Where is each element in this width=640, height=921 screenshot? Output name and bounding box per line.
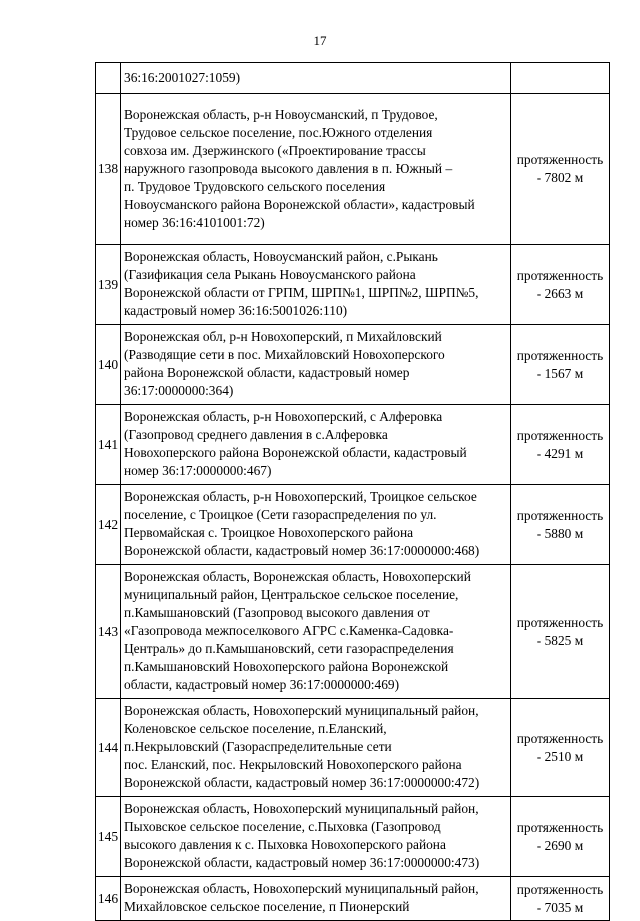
registry-table — [95, 62, 610, 921]
description-line: поселение, с Троицкое (Сети газораспределения по ул. — [124, 507, 437, 522]
row-number: 138 — [96, 94, 121, 245]
object-length — [511, 485, 610, 565]
description-line: Воронежская область, Новохоперский муниципальный район, — [124, 801, 479, 816]
length-value: - 2690 м — [536, 837, 584, 853]
description-line: Воронежская область, р-н Новохоперский, с Алферовка — [124, 409, 443, 424]
object-length — [511, 877, 610, 921]
length-value: - 7802 м — [536, 170, 584, 185]
description-line: (Газопровод среднего давления в с.Алферовка — [124, 427, 388, 442]
description-line: муниципальный район, Центральское сельское поселение, — [124, 587, 459, 602]
row-number: 142 — [96, 485, 121, 565]
length-value: - 2663 м — [536, 285, 584, 301]
description-line: Михайловское сельское поселение, п Пионерский — [124, 899, 410, 914]
description-line: района Воронежской области, кадастровый номер — [124, 365, 410, 380]
description-line: Воронежской области от ГРПМ, ШРП№1, ШРП№2, ШРП№5, — [124, 285, 479, 300]
description-line: Централь» до п.Камышановский, сети газораспределения — [124, 641, 454, 656]
object-length — [511, 699, 610, 797]
object-length — [511, 245, 610, 325]
row-number: 143 — [96, 565, 121, 699]
description-line: Воронежская обл, р-н Новохоперский, п Михайловский — [124, 329, 442, 344]
row-number: 140 — [96, 325, 121, 405]
description-line: Воронежская область, Новоусманский район, с.Рыкань — [124, 249, 438, 264]
table-row — [96, 94, 610, 245]
length-value: - 7035 м — [536, 899, 584, 915]
description-line: п.Камышановский Новохоперского района Воронежской — [124, 659, 449, 674]
description-line: Воронежская область, р-н Новоусманский, п Трудовое, — [124, 106, 438, 122]
description-line: кадастровый номер 36:16:5001026:110) — [124, 303, 348, 318]
registry-table-body — [96, 63, 610, 921]
table-row — [96, 877, 610, 921]
description-line: (Разводящие сети в пос. Михайловский Новохоперского — [124, 347, 445, 362]
object-description — [121, 63, 511, 94]
row-number — [96, 63, 121, 94]
length-label: протяженность — [516, 267, 604, 283]
length-value: - 5880 м — [536, 525, 584, 541]
object-description — [121, 325, 511, 405]
object-description — [121, 94, 511, 245]
length-value: - 5825 м — [536, 632, 584, 648]
description-line: наружного газопровода высокого давления в п. Южный – — [124, 160, 453, 176]
length-label: протяженность — [516, 427, 604, 443]
length-value: - 1567 м — [536, 365, 584, 381]
description-line: п. Трудовое Трудовского сельского поселения — [124, 178, 386, 194]
description-line: высокого давления к с. Пыховка Новохоперского района — [124, 837, 446, 852]
description-line: (Газификация села Рыкань Новоусманского района — [124, 267, 416, 282]
row-number: 146 — [96, 877, 121, 921]
description-line: 36:16:2001027:1059) — [124, 69, 241, 85]
object-description — [121, 485, 511, 565]
description-line: п.Камышановский (Газопровод высокого давления от — [124, 605, 430, 620]
description-line: Новохоперского района Воронежской области, кадастровый — [124, 445, 467, 460]
description-line: Пыховское сельское поселение, с.Пыховка (Газопровод — [124, 819, 441, 834]
table-row — [96, 63, 610, 94]
object-length — [511, 797, 610, 877]
object-length — [511, 63, 610, 94]
row-number: 145 — [96, 797, 121, 877]
description-line: Воронежской области, кадастровый номер 36:17:0000000:472) — [124, 775, 480, 790]
object-length — [511, 325, 610, 405]
table-row — [96, 699, 610, 797]
object-length — [511, 94, 610, 245]
length-label: протяженность — [516, 507, 604, 523]
length-label: протяженность — [516, 152, 604, 167]
object-description — [121, 565, 511, 699]
description-line: совхоза им. Дзержинского («Проектирование трассы — [124, 142, 426, 158]
object-description — [121, 797, 511, 877]
description-line: п.Некрыловский (Газораспределительные сети — [124, 739, 392, 754]
row-number: 139 — [96, 245, 121, 325]
length-label: протяженность — [516, 881, 604, 897]
table-row — [96, 405, 610, 485]
length-label: протяженность — [516, 614, 604, 630]
description-line: Первомайская с. Троицкое Новохоперского района — [124, 525, 414, 540]
description-line: Новоусманского района Воронежской области», кадастровый — [124, 196, 475, 212]
description-line: 36:17:0000000:364) — [124, 383, 234, 398]
description-line: номер 36:16:4101001:72) — [124, 214, 265, 230]
length-value: - 2510 м — [536, 748, 584, 764]
description-line: области, кадастровый номер 36:17:0000000:469) — [124, 677, 400, 692]
description-line: Коленовское сельское поселение, п.Еланский, — [124, 721, 387, 736]
object-length — [511, 405, 610, 485]
description-line: Воронежской области, кадастровый номер 36:17:0000000:473) — [124, 855, 480, 870]
description-line: Воронежская область, Воронежская область, Новохоперский — [124, 569, 471, 584]
length-label: протяженность — [516, 819, 604, 835]
description-line: Воронежская область, Новохоперский муниципальный район, — [124, 881, 479, 896]
description-line: пос. Еланский, пос. Некрыловский Новохоперского района — [124, 757, 462, 772]
object-description — [121, 405, 511, 485]
description-line: Воронежская область, р-н Новохоперский, Троицкое сельское — [124, 489, 477, 504]
object-length — [511, 565, 610, 699]
object-description — [121, 877, 511, 921]
table-row — [96, 797, 610, 877]
length-label: протяженность — [516, 347, 604, 363]
row-number: 144 — [96, 699, 121, 797]
length-value: - 4291 м — [536, 445, 584, 461]
description-line: Трудовое сельское поселение, пос.Южного отделения — [124, 124, 433, 140]
description-line: Воронежской области, кадастровый номер 36:17:0000000:468) — [124, 543, 480, 558]
length-label: протяженность — [516, 730, 604, 746]
table-row — [96, 485, 610, 565]
description-line: Воронежская область, Новохоперский муниципальный район, — [124, 703, 479, 718]
object-description — [121, 245, 511, 325]
description-line: номер 36:17:0000000:467) — [124, 463, 272, 478]
row-number: 141 — [96, 405, 121, 485]
table-row — [96, 325, 610, 405]
description-line: «Газопровода межпоселкового АГРС с.Каменка-Садовка- — [124, 623, 454, 638]
page-number: 17 — [313, 33, 327, 48]
table-row — [96, 565, 610, 699]
object-description — [121, 699, 511, 797]
table-row — [96, 245, 610, 325]
